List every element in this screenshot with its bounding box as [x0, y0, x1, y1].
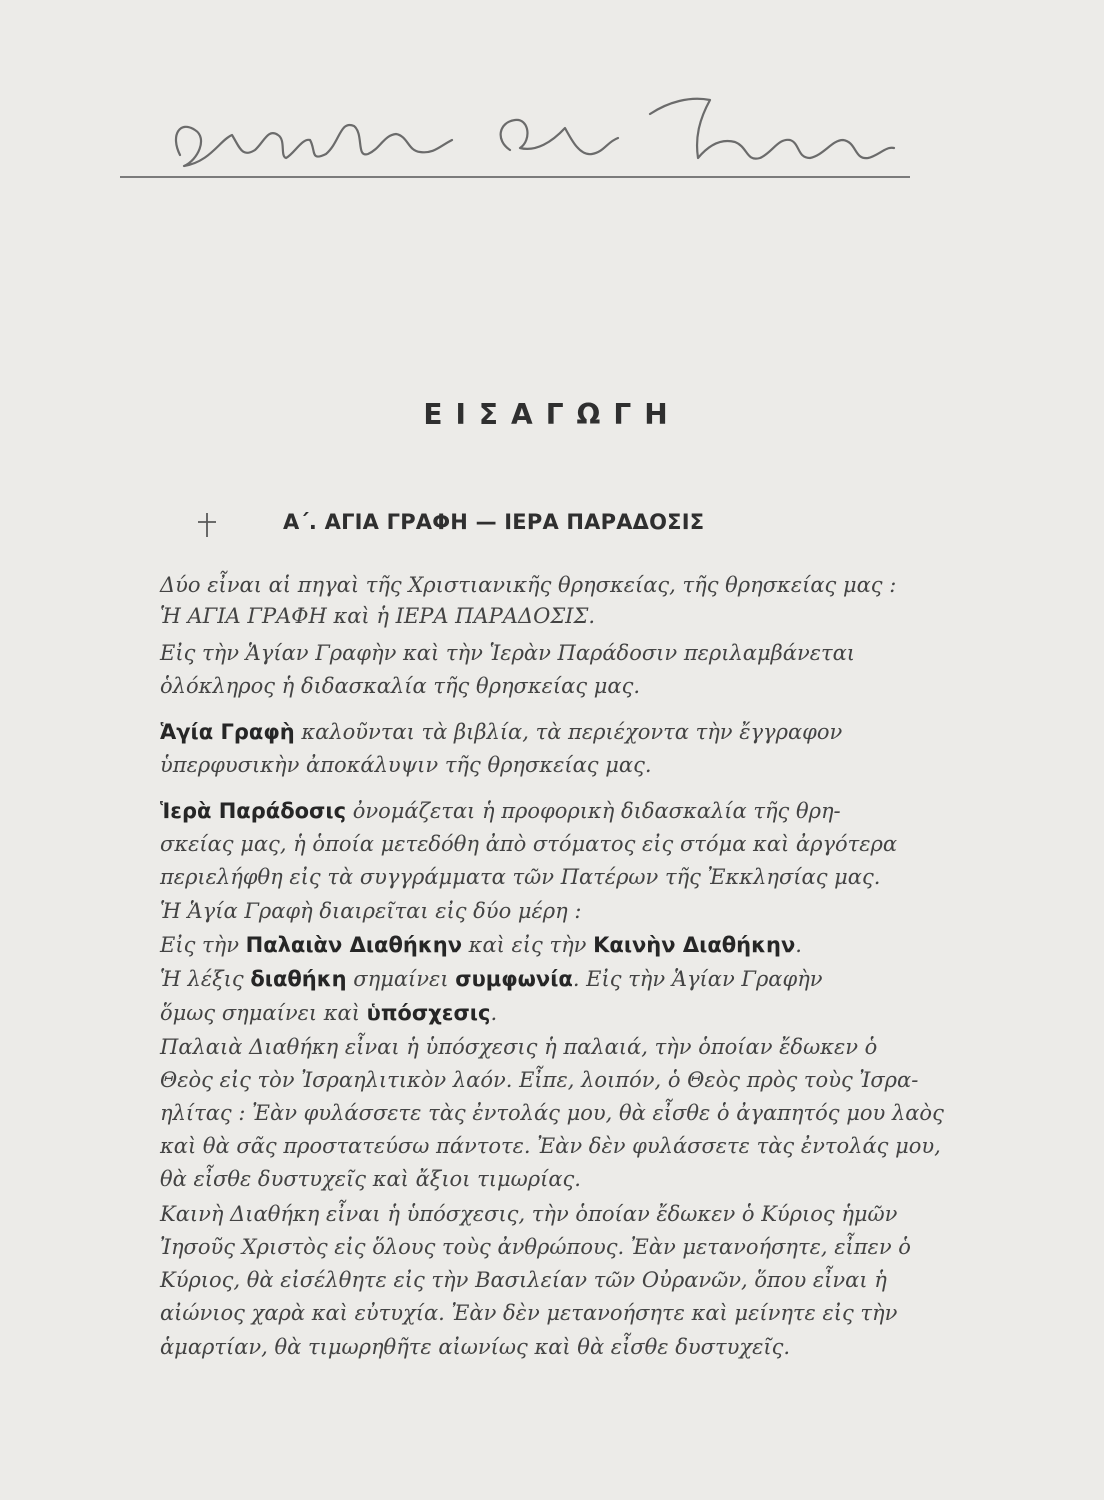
text-fragment: Κύριος, θὰ εἰσέλθητε εἰς τὴν Βασιλείαν τῶν Οὐρανῶν, ὅπου εἶναι ἡ — [160, 1268, 887, 1292]
text-fragment: αἰώνιος χαρὰ καὶ εὐτυχία. Ἐὰν δὲν μετανοήσητε καὶ μείνητε εἰς τὴν — [160, 1301, 898, 1325]
handwritten-signature — [160, 80, 920, 190]
bold-term: συμφωνία — [455, 967, 573, 991]
bold-term: Παλαιὰν Διαθήκην — [245, 933, 462, 957]
text-line — [160, 752, 652, 779]
text-fragment: θὰ εἶσθε δυστυχεῖς καὶ ἄξιοι τιμωρίας. — [160, 1167, 581, 1191]
text-fragment: ὑπερφυσικὴν ἀποκάλυψιν τῆς θρησκείας μας. — [160, 753, 652, 777]
cross-mark — [194, 510, 220, 540]
text-line — [160, 798, 841, 825]
text-line — [160, 1100, 944, 1127]
text-fragment: καλοῦνται τὰ βιβλία, τὰ περιέχοντα τὴν ἔγγραφον — [294, 720, 843, 744]
text-fragment: Παλαιὰ Διαθήκη εἶναι ἡ ὑπόσχεσις ἡ παλαιά, τὴν ὁποίαν ἔδωκεν ὁ — [160, 1035, 878, 1059]
text-fragment: καὶ θὰ σᾶς προστατεύσω πάντοτε. Ἐὰν δὲν φυλάσσετε τὰς ἐντολάς μου, — [160, 1134, 941, 1158]
text-line — [160, 932, 802, 959]
text-line — [160, 1133, 941, 1160]
text-line — [160, 719, 842, 746]
text-fragment: ὅμως σημαίνει καὶ — [160, 1001, 367, 1025]
page-title: ΕΙΣΑΓΩΓΗ — [423, 398, 681, 431]
text-line — [160, 966, 823, 993]
text-line — [160, 831, 897, 858]
text-line — [160, 1166, 581, 1193]
text-line — [160, 1267, 887, 1294]
text-line — [160, 898, 582, 925]
text-fragment: Καινὴ Διαθήκη εἶναι ἡ ὑπόσχεσις, τὴν ὁποίαν ἔδωκεν ὁ Κύριος ἡμῶν — [160, 1202, 898, 1226]
text-fragment: . Εἰς τὴν Ἁγίαν Γραφὴν — [572, 967, 823, 991]
bold-term: Ἱερὰ Παράδοσις — [160, 799, 347, 823]
text-fragment: Ἰησοῦς Χριστὸς εἰς ὅλους τοὺς ἀνθρώπους. Ἐὰν μετανοήσητε, εἶπεν ὁ — [160, 1235, 911, 1259]
text-fragment: περιελήφθη εἰς τὰ συγγράμματα τῶν Πατέρων τῆς Ἐκκλησίας μας. — [160, 865, 881, 889]
bold-term: Ἁγία Γραφὴ — [160, 720, 295, 744]
text-fragment: σημαίνει — [346, 967, 456, 991]
bold-term: ὑπόσχεσις — [366, 1001, 491, 1025]
text-fragment: Ἡ λέξις — [160, 967, 251, 991]
text-fragment: ηλίτας : Ἐὰν φυλάσσετε τὰς ἐντολάς μου, θὰ εἶσθε ὁ ἀγαπητός μου λαὸς — [160, 1101, 944, 1125]
text-fragment: Δύο εἶναι αἱ πηγαὶ τῆς Χριστιανικῆς θρησκείας, τῆς θρησκείας μας : — [160, 573, 897, 597]
text-line — [160, 1034, 877, 1061]
section-heading: Α΄. ΑΓΙΑ ΓΡΑΦΗ — ΙΕΡΑ ΠΑΡΑΔΟΣΙΣ — [283, 510, 705, 534]
text-fragment: Ἡ ΑΓΙΑ ΓΡΑΦΗ καὶ ἡ ΙΕΡΑ ΠΑΡΑΔΟΣΙΣ. — [160, 604, 595, 628]
text-line — [160, 603, 595, 630]
text-line — [160, 1201, 897, 1228]
text-line — [160, 1334, 790, 1361]
signature-underline — [120, 176, 910, 178]
text-fragment: ὁλόκληρος ἡ διδασκαλία τῆς θρησκείας μας. — [160, 674, 641, 698]
text-fragment: Θεὸς εἰς τὸν Ἰσραηλιτικὸν λαόν. Εἶπε, λοιπόν, ὁ Θεὸς πρὸς τοὺς Ἰσρα- — [160, 1068, 919, 1092]
text-fragment: καὶ εἰς τὴν — [462, 933, 594, 957]
text-line — [160, 864, 880, 891]
text-fragment: . — [795, 933, 802, 957]
text-fragment: ὀνομάζεται ἡ προφορικὴ διδασκαλία τῆς θρη- — [346, 799, 841, 823]
text-line — [160, 1300, 897, 1327]
text-fragment: Εἰς τὴν — [160, 933, 246, 957]
text-line — [160, 640, 855, 667]
text-line — [160, 572, 896, 599]
text-fragment: Εἰς τὴν Ἁγίαν Γραφὴν καὶ τὴν Ἱερὰν Παράδοσιν περιλαμβάνεται — [160, 641, 856, 665]
text-fragment: σκείας μας, ἡ ὁποία μετεδόθη ἀπὸ στόματος εἰς στόμα καὶ ἀργότερα — [160, 832, 898, 856]
bold-term: Καινὴν Διαθήκην — [593, 933, 796, 957]
text-fragment: . — [490, 1001, 498, 1025]
bold-term: διαθήκη — [250, 967, 347, 991]
text-line — [160, 1000, 497, 1027]
text-fragment: ἁμαρτίαν, θὰ τιμωρηθῆτε αἰωνίως καὶ θὰ εἶσθε δυστυχεῖς. — [160, 1335, 791, 1359]
text-fragment: Ἡ Ἁγία Γραφὴ διαιρεῖται εἰς δύο μέρη : — [160, 899, 582, 923]
text-line — [160, 1234, 911, 1261]
text-line — [160, 673, 640, 700]
text-line — [160, 1067, 918, 1094]
